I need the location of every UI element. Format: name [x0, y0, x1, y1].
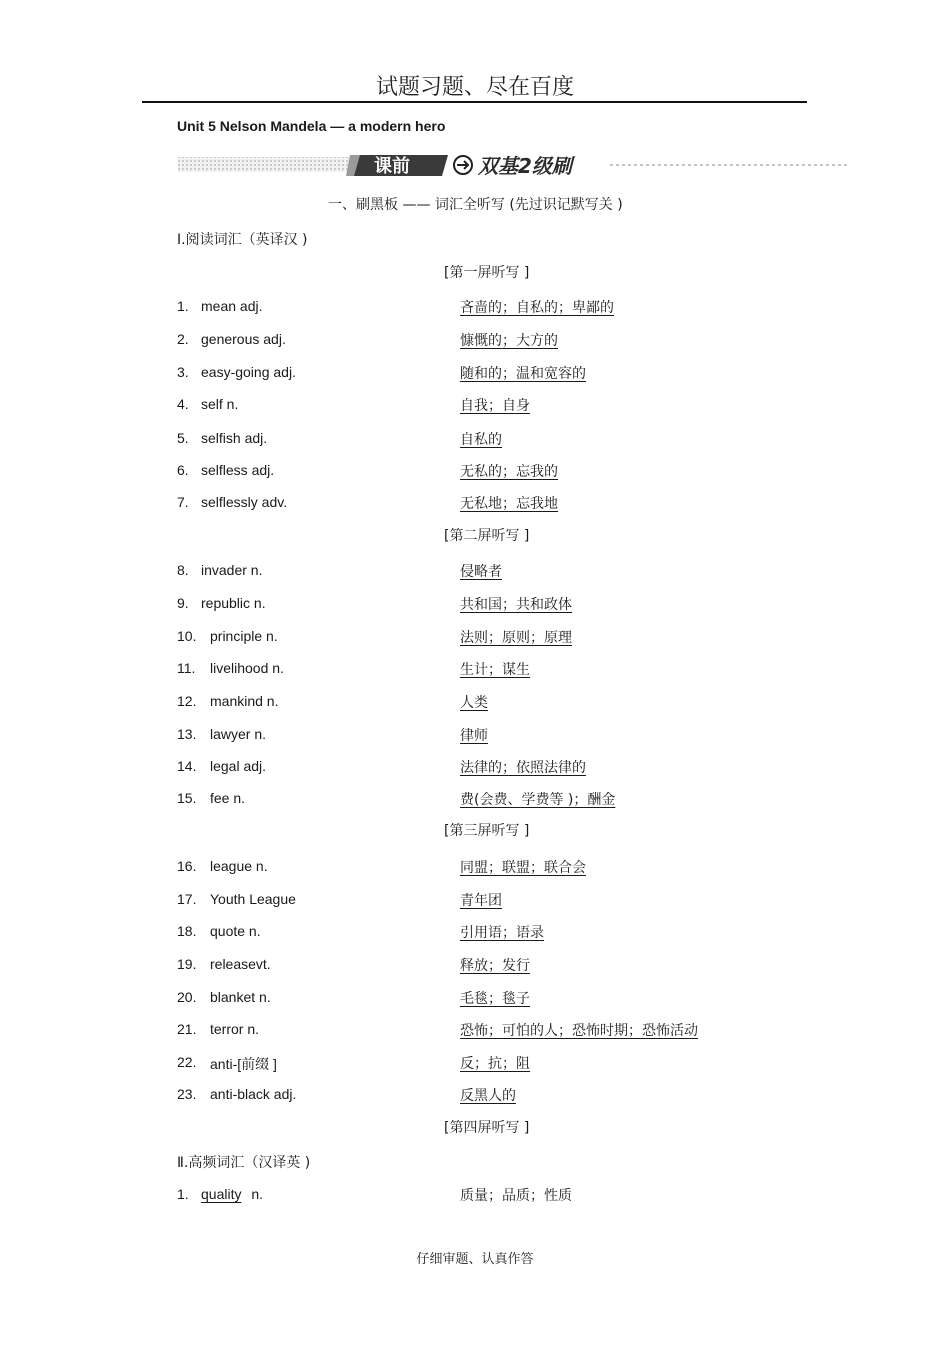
vocab-num: 6.: [177, 462, 189, 478]
vocab-num: 7.: [177, 494, 189, 510]
vocab-word: releasevt.: [210, 956, 271, 972]
vocab-word: quote n.: [210, 923, 261, 939]
vocab-num: 17.: [177, 891, 197, 907]
vocab-word: principle n.: [210, 628, 278, 644]
vocab-num: 14.: [177, 758, 197, 774]
unit-title: Unit 5 Nelson Mandela — a modern hero: [177, 118, 446, 134]
vocab-meaning: 法律的；依照法律的: [460, 760, 586, 776]
vocab-word: league n.: [210, 858, 268, 874]
vocab-word: generous adj.: [201, 331, 286, 347]
arrow-right-icon: [457, 161, 468, 169]
vocab-meaning: 生计；谋生: [460, 662, 530, 678]
vocab-word: livelihood n.: [210, 660, 284, 676]
vocab-num: 9.: [177, 595, 189, 611]
vocab-meaning: 毛毯；毯子: [460, 991, 530, 1007]
vocab-word: lawyer n.: [210, 726, 267, 742]
vocab-word: selflessly adv.: [201, 494, 288, 510]
vocab-num: 12.: [177, 693, 197, 709]
part2-label: Ⅱ.高频词汇（汉译英 ): [177, 1155, 311, 1171]
vocab-word: invader n.: [201, 562, 263, 578]
part2-num: 1.: [177, 1186, 189, 1202]
vocab-meaning: 慷慨的；大方的: [460, 333, 558, 349]
page-header-title: 试题习题、尽在百度: [375, 75, 574, 100]
vocab-meaning: 释放；发行: [460, 958, 530, 974]
vocab-word: anti-[前缀 ]: [210, 1056, 277, 1072]
screen-label-3: [第三屏听写 ]: [444, 823, 530, 839]
vocab-word: terror n.: [210, 1021, 260, 1037]
vocab-word: selfless adj.: [201, 462, 275, 478]
vocab-meaning: 自我；自身: [460, 398, 530, 414]
vocab-meaning: 吝啬的；自私的；卑鄙的: [460, 300, 614, 316]
vocab-meaning: 无私的；忘我的: [460, 464, 558, 480]
vocab-num: 4.: [177, 396, 189, 412]
vocab-num: 15.: [177, 790, 197, 806]
vocab-meaning: 随和的；温和宽容的: [460, 366, 586, 382]
vocab-meaning: 律师: [460, 728, 488, 744]
vocab-meaning: 青年团: [460, 893, 502, 909]
vocab-meaning: 同盟；联盟；联合会: [460, 860, 586, 876]
header-divider: [142, 101, 807, 103]
vocab-word: anti-black adj.: [210, 1086, 297, 1102]
vocab-num: 23.: [177, 1086, 197, 1102]
vocab-word: selfish adj.: [201, 430, 268, 446]
part2-answer-word: quality: [201, 1186, 242, 1202]
vocab-meaning: 引用语；语录: [460, 925, 544, 941]
vocab-meaning: 费(会费、学费等 )；酬金: [460, 792, 616, 808]
vocab-num: 13.: [177, 726, 197, 742]
vocab-num: 3.: [177, 364, 189, 380]
vocab-num: 2.: [177, 331, 189, 347]
vocab-word: self n.: [201, 396, 239, 412]
vocab-word: blanket n.: [210, 989, 271, 1005]
vocab-meaning: 无私地；忘我地: [460, 496, 558, 512]
screen-label-1: [第一屏听写 ]: [444, 265, 530, 281]
vocab-num: 19.: [177, 956, 197, 972]
vocab-word: mankind n.: [210, 693, 279, 709]
vocab-meaning: 法则；原则；原理: [460, 630, 572, 646]
vocab-word: Youth League: [210, 891, 296, 907]
vocab-num: 10.: [177, 628, 197, 644]
page-footer: 仔细审题、认真作答: [416, 1252, 534, 1267]
banner-dot-strip: [178, 157, 358, 172]
vocab-meaning: 恐怖；可怕的人；恐怖时期；恐怖活动: [460, 1023, 698, 1039]
vocab-num: 21.: [177, 1021, 197, 1037]
vocab-num: 22.: [177, 1054, 197, 1070]
vocab-num: 1.: [177, 298, 189, 314]
vocab-num: 16.: [177, 858, 197, 874]
banner-right-text: 双基2级刷: [478, 154, 572, 178]
vocab-meaning: 自私的: [460, 432, 502, 448]
banner-left-text: 课前: [374, 156, 410, 177]
vocab-num: 5.: [177, 430, 189, 446]
vocab-word: legal adj.: [210, 758, 267, 774]
part1-label: Ⅰ.阅读词汇（英译汉 ): [177, 232, 308, 248]
screen-label-4: [第四屏听写 ]: [444, 1120, 530, 1136]
vocab-num: 11.: [177, 660, 196, 676]
vocab-num: 20.: [177, 989, 197, 1005]
part2-pos: n.: [247, 1186, 264, 1202]
vocab-meaning: 共和国；共和政体: [460, 597, 572, 613]
vocab-word: easy-going adj.: [201, 364, 296, 380]
vocab-meaning: 反黑人的: [460, 1088, 516, 1104]
vocab-meaning: 反；抗；阻: [460, 1056, 530, 1072]
vocab-word: republic n.: [201, 595, 266, 611]
vocab-word: mean adj.: [201, 298, 263, 314]
section-title: 一、刷黑板 —— 词汇全听写 (先过识记默写关 ): [328, 197, 623, 213]
part2-meaning: 质量；品质；性质: [460, 1188, 572, 1204]
vocab-meaning: 侵略者: [460, 564, 502, 580]
vocab-meaning: 人类: [460, 695, 488, 711]
section-banner: [178, 152, 848, 178]
vocab-num: 18.: [177, 923, 197, 939]
vocab-word: fee n.: [210, 790, 246, 806]
screen-label-2: [第二屏听写 ]: [444, 528, 530, 544]
vocab-num: 8.: [177, 562, 189, 578]
part2-word-row: [201, 1186, 263, 1202]
